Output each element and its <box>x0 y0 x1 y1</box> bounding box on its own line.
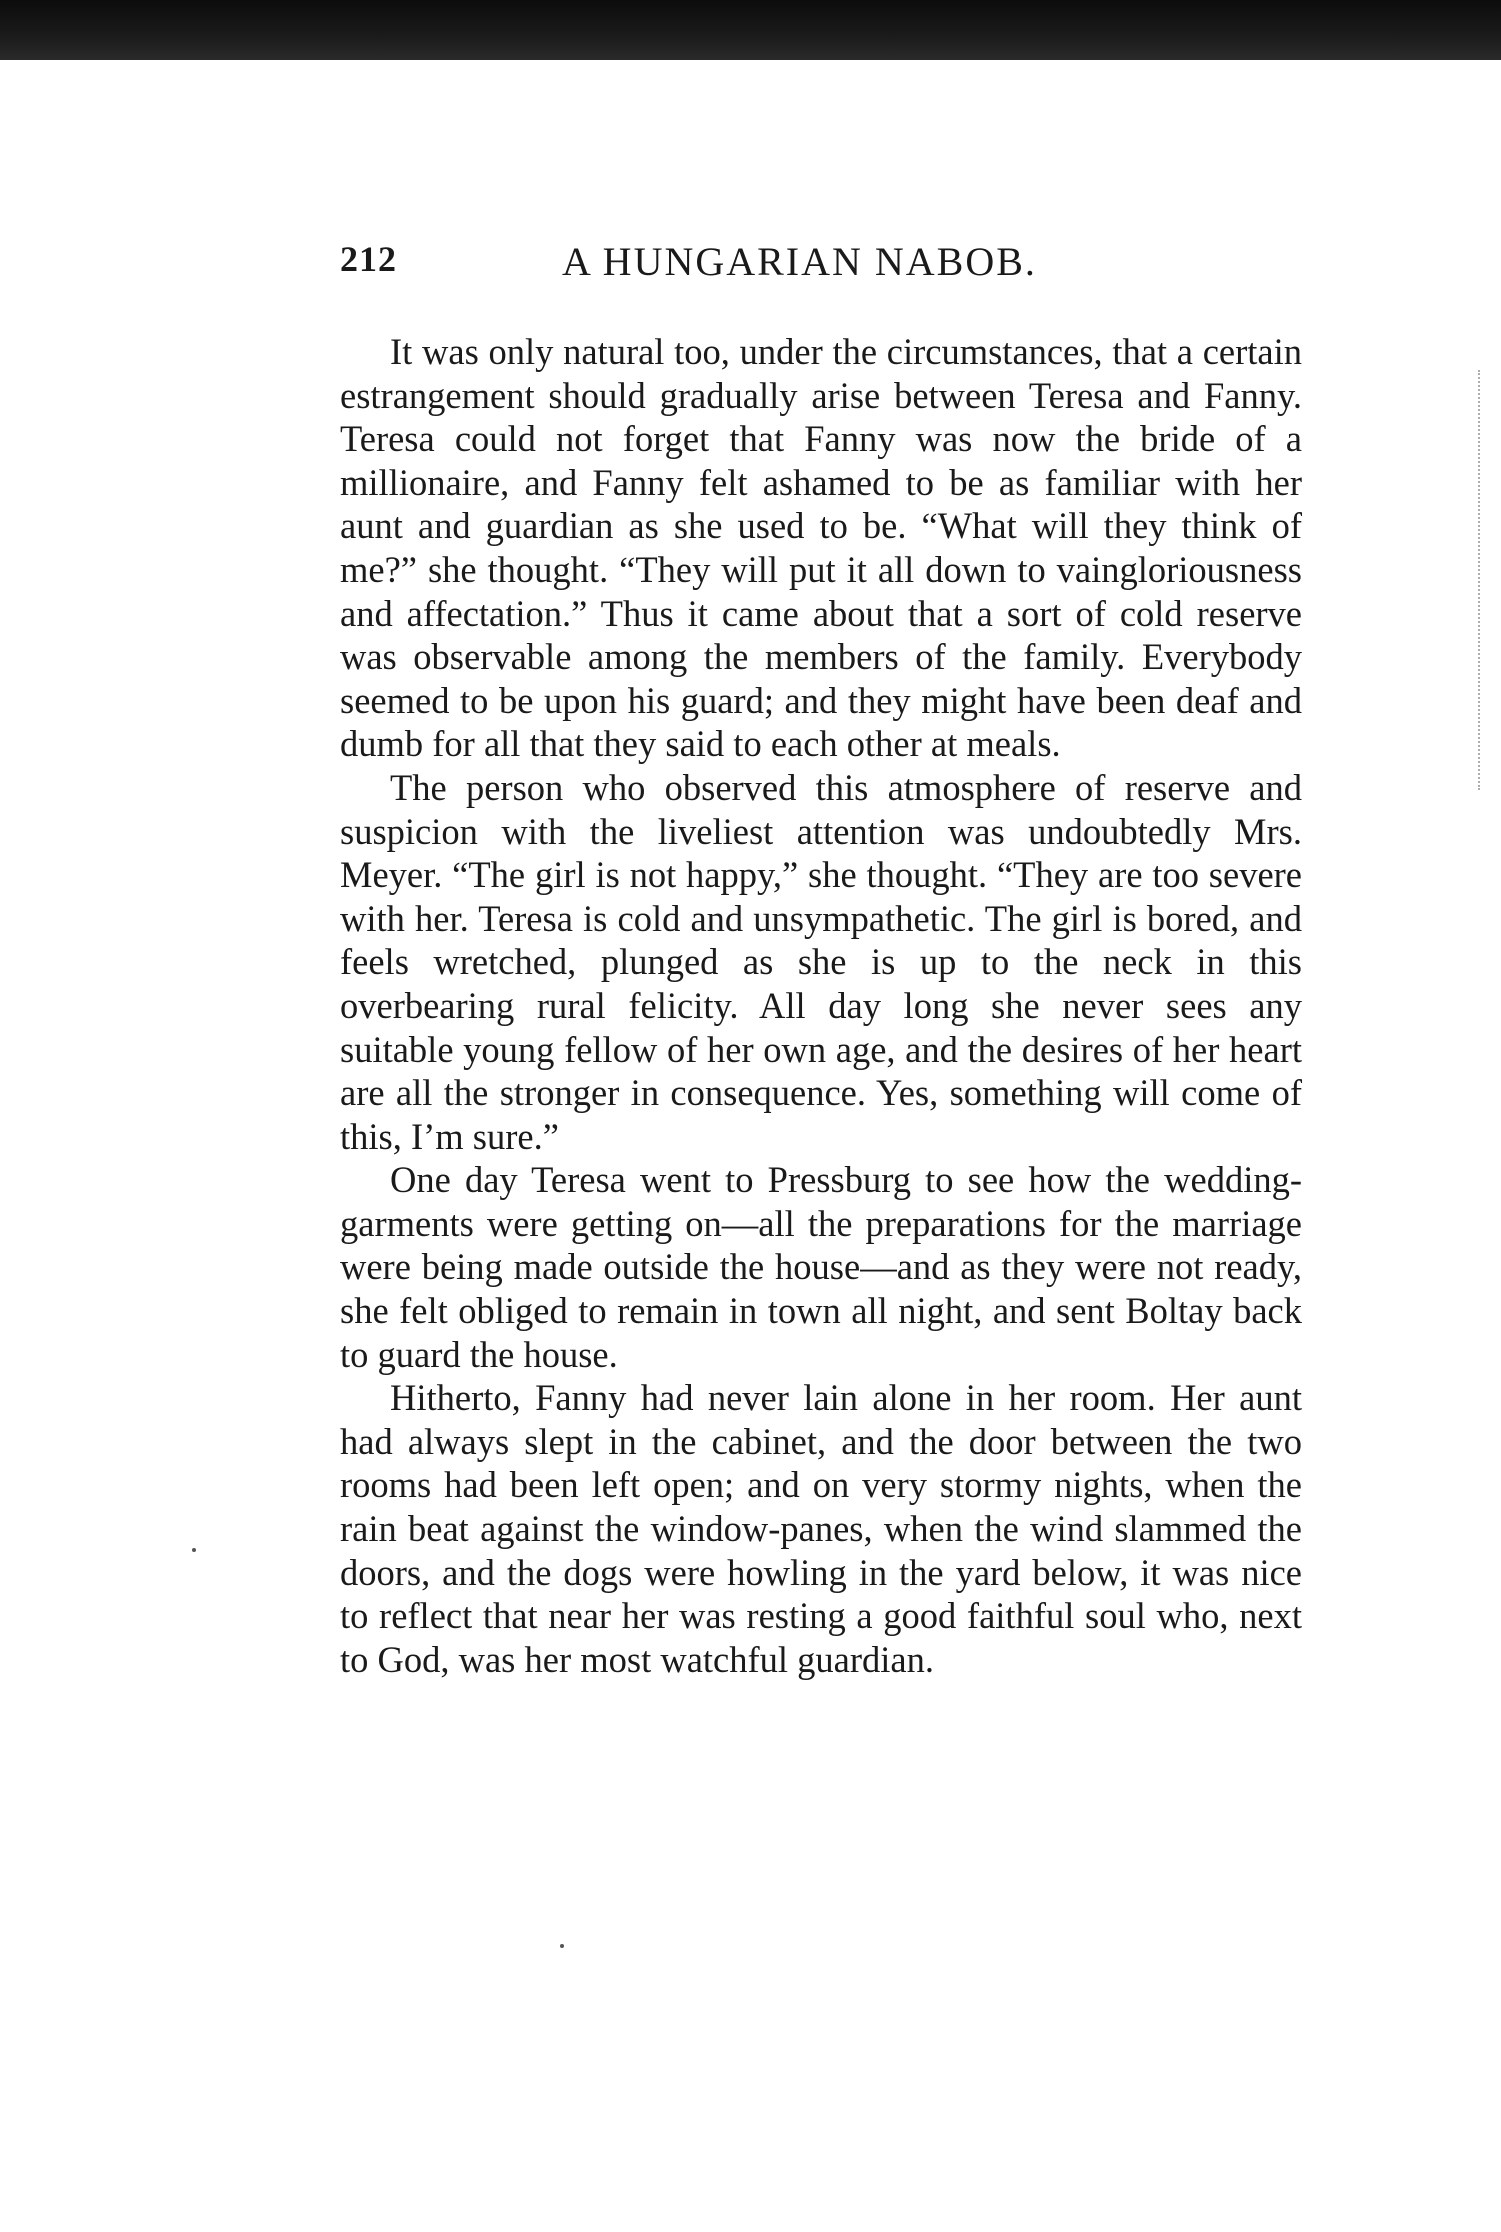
page-header <box>340 238 1320 298</box>
paragraph-2: The person who observed this atmosphere of reserve and suspicion with the liveliest attention was undoubtedly Mrs. Meyer. “The girl is not happy,” she thought. “They are too severe with her. Teresa is cold and unsympathetic. The girl is bored, and feels wretched, plunged as she is up to the neck in this overbearing rural felicity. All day long she never sees any suitable young fellow of her own age, and the desires of her heart are all the stronger in consequence. Yes, something will come of this, I’m sure.” <box>340 766 1302 1157</box>
ink-speck <box>192 1548 196 1552</box>
scan-edge-bar <box>0 0 1501 60</box>
ink-speck <box>560 1944 564 1948</box>
paragraph-3: One day Teresa went to Pressburg to see how the wedding-garments were getting on—all the preparations for the marriage were being made outside the house—and as they were not ready, she felt obliged to remain in town all night, and sent Boltay back to guard the house. <box>340 1159 1302 1375</box>
page-number: 212 <box>340 239 397 279</box>
margin-marks <box>1478 370 1486 790</box>
paragraph-1: It was only natural too, under the circumstances, that a certain estrangement should gradually arise between Teresa and Fanny. Teresa could not forget that Fanny was now the bride of a millionaire, and Fanny felt ashamed to be as familiar with her aunt and guardian as she used to be. “What will they think of me?” she thought. “They will put it all down to vaingloriousness and affectation.” Thus it came about that a sort of cold reserve was observable among the members of the family. Everybody seemed to be upon his guard; and they might have been deaf and dumb for all that they said to each other at meals. <box>340 331 1302 765</box>
paragraph-4: Hitherto, Fanny had never lain alone in her room. Her aunt had always slept in the cabinet, and the door between the two rooms had been left open; and on very stormy nights, when the rain beat against the window-panes, when the wind slammed the doors, and the dogs were howling in the yard below, it was nice to reflect that near her was resting a good faithful soul who, next to God, was her most watchful guardian. <box>340 1377 1302 1680</box>
running-head: A HUNGARIAN NABOB. <box>562 239 1037 284</box>
body-text <box>340 330 1302 1681</box>
